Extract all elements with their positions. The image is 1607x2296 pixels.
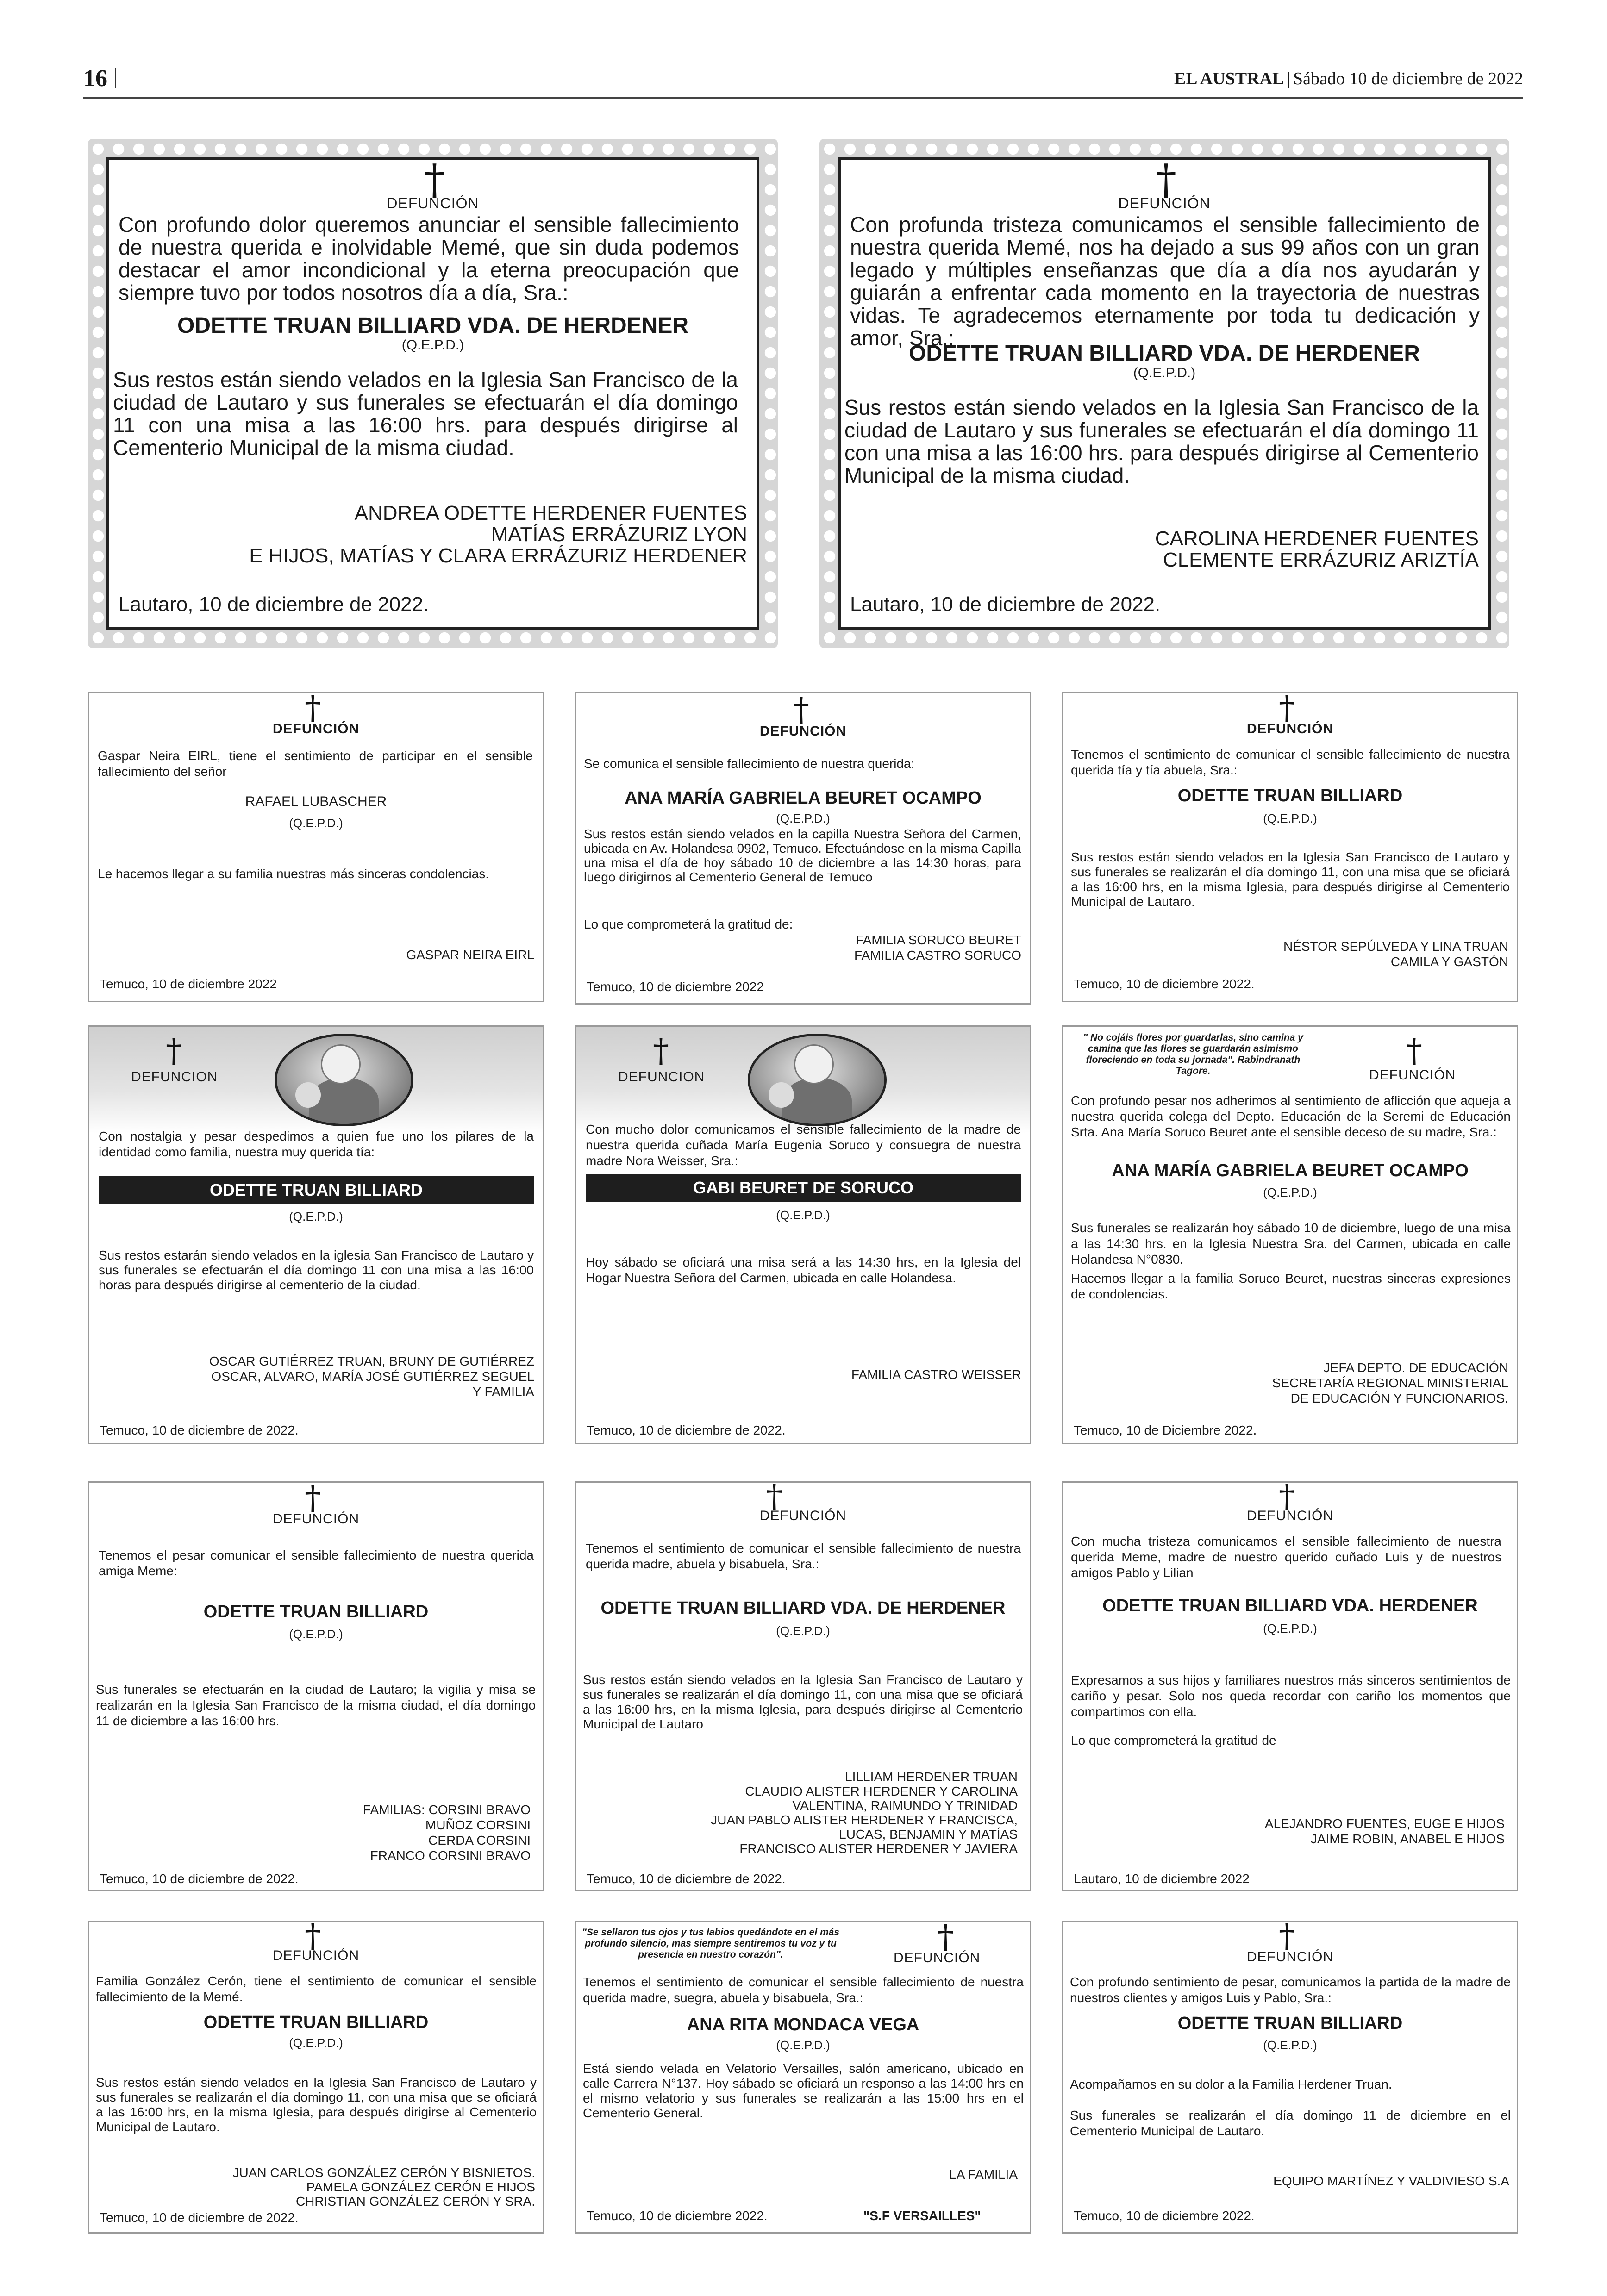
signers: OSCAR GUTIÉRREZ TRUAN, BRUNY DE GUTIÉRREZ OSCAR, ALVARO, MARÍA JOSÉ GUTIÉRREZ SEGUEL Y FAMILIA bbox=[209, 1354, 534, 1399]
epigraph-quote: " No cojáis flores por guardarlas, sino camina y camina que las flores se guardarán asimismo floreciendo en toda su jornada". Rabindranath Tagore. bbox=[1083, 1032, 1303, 1076]
notice-body: Sus restos están siendo velados en la Iglesia San Francisco de Lautaro y sus funerales se realizarán el día domingo 11, con una misa que se oficiará a las 16:00 hrs, en la misma Iglesia, para después dirigirse al Cementerio Municipal de Lautaro. bbox=[96, 2075, 537, 2134]
notice-4 bbox=[575, 692, 1031, 1004]
notice-date: Temuco, 10 de diciembre 2022 bbox=[100, 977, 277, 991]
cross-icon: † bbox=[305, 1481, 321, 1517]
signers: FAMILIA SORUCO BEURET FAMILIA CASTRO SORUCO bbox=[854, 933, 1021, 962]
notice-title: DEFUNCIÓN bbox=[1246, 721, 1334, 736]
issue-date: Sábado 10 de diciembre de 2022 bbox=[1293, 69, 1523, 88]
qepd: (Q.E.P.D.) bbox=[776, 1208, 830, 1222]
notice-title: DEFUNCIÓN bbox=[272, 1511, 360, 1527]
qepd: (Q.E.P.D.) bbox=[1263, 1185, 1317, 1199]
notice-title: DEFUNCIÓN bbox=[894, 1950, 981, 1965]
cross-icon: † bbox=[1279, 1921, 1295, 1955]
masthead: EL AUSTRAL | Sábado 10 de diciembre de 2022 bbox=[1174, 69, 1523, 88]
qepd: (Q.E.P.D.) bbox=[289, 1627, 343, 1641]
cross-icon: † bbox=[766, 1481, 782, 1515]
notice-title: DEFUNCIÓN bbox=[387, 195, 479, 212]
deceased-name: ODETTE TRUAN BILLIARD VDA. HERDENER bbox=[1102, 1596, 1478, 1616]
notice-body: Con profundo pesar nos adherimos al sentimiento de aflicción que aqueja a nuestra querida colega del Depto. Educación de la Seremi de Educación Srta. Ana María Soruco Beuret ante el sensible deceso de su madre, Sra.: bbox=[1071, 1093, 1511, 1139]
notice-title: DEFUNCIÓN bbox=[1118, 195, 1211, 212]
signers: JEFA DEPTO. DE EDUCACIÓN SECRETARÍA REGIONAL MINISTERIAL DE EDUCACIÓN Y FUNCIONARIOS. bbox=[1272, 1360, 1508, 1405]
qepd: (Q.E.P.D.) bbox=[401, 337, 464, 353]
notice-body: Sus restos están siendo velados en la Iglesia San Francisco de la ciudad de Lautaro y sus funerales se efectuarán el día domingo 11 con una misa a las 16:00 hrs. para después dirigirse al Cementerio Municipal de la misma ciudad. bbox=[113, 368, 738, 460]
notice-body: Con mucho dolor comunicamos el sensible fallecimiento de la madre de nuestra querida cuñada María Eugenia Soruco y consuegra de nuestra madre Nora Weisser, Sra.: bbox=[586, 1122, 1021, 1168]
notice-body: Con profundo dolor queremos anunciar el sensible fallecimiento de nuestra querida e inolvidable Memé, que sin duda podemos destacar el amor incondicional y la eterna preocupación que siempre tuvo por todos nosotros día a día, Sra.: bbox=[119, 212, 739, 305]
epigraph-quote: "Se sellaron tus ojos y tus labios quedándote en el más profundo silencio, mas siempre sentiremos tu voz y tu presencia en nuestro corazón". bbox=[582, 1927, 840, 1960]
notice-large-1 bbox=[88, 139, 778, 648]
qepd: (Q.E.P.D.) bbox=[776, 1624, 830, 1638]
cross-icon: † bbox=[424, 156, 445, 204]
deceased-name: ANA MARÍA GABRIELA BEURET OCAMPO bbox=[1112, 1161, 1469, 1180]
page-header bbox=[83, 65, 1523, 99]
qepd: (Q.E.P.D.) bbox=[1263, 2038, 1317, 2052]
notice-9 bbox=[88, 1481, 544, 1891]
notice-body: Con profunda tristeza comunicamos el sensible fallecimiento de nuestra querida Memé, nos ha dejado a sus 99 años con un gran legado y múltiples enseñanzas que día a día nos ayudarán y guiarán a enfrentar cada momento en la trayectoria de nuestras vidas. Te agradecemos eternamente por toda tu dedicación y amor, Sra.: bbox=[850, 212, 1480, 350]
cross-icon: † bbox=[1406, 1031, 1422, 1069]
qepd: (Q.E.P.D.) bbox=[289, 1210, 343, 1223]
qepd: (Q.E.P.D.) bbox=[289, 2036, 343, 2050]
funeral-home-name: "S.F VERSAILLES" bbox=[863, 2209, 981, 2223]
notice-14 bbox=[1062, 1921, 1518, 2234]
deceased-name: RAFAEL LUBASCHER bbox=[245, 794, 387, 809]
signers: LILLIAM HERDENER TRUAN CLAUDIO ALISTER HERDENER Y CAROLINA VALENTINA, RAIMUNDO Y TRINIDAD JUAN PABLO ALISTER HERDENER Y FRANCISCA, LUCAS, BENJAMIN Y MATÍAS FRANCISCO ALISTER HERDENER Y JAVIERA bbox=[711, 1770, 1018, 1856]
page-number: 16 bbox=[83, 65, 107, 92]
notice-body: Tenemos el sentimiento de comunicar el sensible fallecimiento de nuestra querida tía y tía abuela, Sra.: bbox=[1071, 747, 1510, 777]
notice-body: Sus restos estarán siendo velados en la iglesia San Francisco de Lautaro y sus funerales se efectuarán el día domingo 11 con una misa a las 16:00 horas para después dirigirse al cementerio de la ciudad. bbox=[99, 1248, 534, 1292]
signers: JUAN CARLOS GONZÁLEZ CERÓN Y BISNIETOS. PAMELA GONZÁLEZ CERÓN E HIJOS CHRISTIAN GONZÁLEZ CERÓN Y SRA. bbox=[232, 2165, 535, 2209]
deceased-name: ODETTE TRUAN BILLIARD bbox=[1177, 786, 1403, 805]
notice-body: Lo que comprometerá la gratitud de bbox=[1071, 1733, 1276, 1747]
notice-title: DEFUNCIÓN bbox=[759, 1508, 847, 1523]
notice-body: Sus funerales se realizarán el día domingo 11 de diciembre en el Cementerio Municipal de Lautaro. bbox=[1070, 2108, 1511, 2138]
virgin-and-child-image bbox=[748, 1034, 887, 1126]
notice-date: Temuco, 10 de diciembre de 2022. bbox=[100, 1872, 299, 1886]
deceased-name: ODETTE TRUAN BILLIARD VDA. DE HERDENER bbox=[600, 1598, 1006, 1618]
notice-body: Sus restos están siendo velados en la capilla Nuestra Señora del Carmen, ubicada en Av. Holandesa 0902, Temuco. Efectuándose en la misma Capilla una misa el día de hoy sábado 10 de diciembre a las 14:30 horas, para luego dirigirnos al Cementerio General de Temuco bbox=[584, 827, 1021, 884]
cross-icon: † bbox=[793, 692, 809, 729]
notice-date: Temuco, 10 de diciembre 2022. bbox=[1074, 977, 1255, 991]
notice-body: Le hacemos llegar a su familia nuestras más sinceras condolencias. bbox=[98, 867, 489, 881]
notice-title: DEFUNCIÓN bbox=[1246, 1508, 1334, 1523]
notice-body: Expresamos a sus hijos y familiares nuestros más sinceros sentimientos de cariño y pesar. Solo nos queda recordar con cariño los momentos que compartimos con ella. bbox=[1071, 1673, 1511, 1719]
notice-body: Lo que comprometerá la gratitud de: bbox=[584, 917, 793, 931]
notice-11 bbox=[1062, 1481, 1518, 1891]
publication-name: EL AUSTRAL bbox=[1174, 69, 1284, 88]
notice-12 bbox=[88, 1921, 544, 2234]
qepd: (Q.E.P.D.) bbox=[1263, 1622, 1317, 1635]
notice-body: Familia González Cerón, tiene el sentimiento de comunicar el sensible fallecimiento de la Memé. bbox=[96, 1974, 537, 2004]
notice-body: Con profundo sentimiento de pesar, comunicamos la partida de la madre de nuestros clientes y amigos Luis y Pablo, Sra.: bbox=[1070, 1975, 1511, 2005]
notice-body: Con nostalgia y pesar despedimos a quien fue uno los pilares de la identidad como familia, nuestra muy querida tía: bbox=[99, 1129, 534, 1159]
cross-icon: † bbox=[653, 1031, 669, 1069]
deceased-name: GABI BEURET DE SORUCO bbox=[586, 1174, 1021, 1202]
deceased-name: ODETTE TRUAN BILLIARD bbox=[203, 2013, 429, 2032]
notice-title: DEFUNCIÓN bbox=[1246, 1949, 1334, 1965]
deceased-name: ODETTE TRUAN BILLIARD bbox=[203, 1602, 429, 1622]
cross-icon: † bbox=[166, 1031, 182, 1069]
notice-title: DEFUNCIÓN bbox=[272, 721, 360, 736]
notice-title: DEFUNCIÓN bbox=[759, 724, 847, 739]
cross-icon: † bbox=[1156, 156, 1176, 204]
notice-title: DEFUNCIÓN bbox=[272, 1948, 360, 1963]
cross-icon: † bbox=[1279, 1481, 1295, 1515]
notice-date: Lautaro, 10 de diciembre de 2022. bbox=[850, 593, 1161, 616]
notice-date: Lautaro, 10 de diciembre 2022 bbox=[1074, 1872, 1250, 1886]
qepd: (Q.E.P.D.) bbox=[1263, 811, 1317, 825]
cross-icon: † bbox=[305, 692, 321, 727]
notice-title: DEFUNCION bbox=[131, 1069, 218, 1085]
notice-13 bbox=[575, 1921, 1031, 2234]
notice-date: Temuco, 10 de diciembre de 2022. bbox=[587, 1423, 786, 1437]
notice-title: DEFUNCIÓN bbox=[1369, 1067, 1456, 1083]
qepd: (Q.E.P.D.) bbox=[776, 811, 830, 825]
notice-body: Hacemos llegar a la familia Soruco Beuret, nuestras sinceras expresiones de condolencias. bbox=[1071, 1271, 1511, 1301]
divider bbox=[115, 68, 116, 88]
signers: CAROLINA HERDENER FUENTES CLEMENTE ERRÁZURIZ ARIZTÍA bbox=[1155, 527, 1479, 571]
notice-title: DEFUNCION bbox=[618, 1069, 705, 1085]
notice-body: Está siendo velada en Velatorio Versailles, salón americano, ubicado en calle Carrera N°137. Hoy sábado se oficiará un responso a las 14:00 hrs en el mismo velatorio y sus funerales se realizarán a las 15:00 hrs en el Cementerio General. bbox=[583, 2061, 1024, 2120]
notice-body: Sus restos están siendo velados en la Iglesia San Francisco de Lautaro y sus funerales se realizarán el día domingo 11, con una misa que se oficiará a las 16:00 hrs, en la misma Iglesia, para después dirigirse al Cementerio Municipal de Lautaro bbox=[583, 1672, 1023, 1731]
notice-body: Tenemos el sentimiento de comunicar el sensible fallecimiento de nuestra querida madre, suegra, abuela y bisabuela, Sra.: bbox=[583, 1975, 1024, 2005]
signers: ALEJANDRO FUENTES, EUGE E HIJOS JAIME ROBIN, ANABEL E HIJOS bbox=[1264, 1816, 1505, 1846]
notice-date: Lautaro, 10 de diciembre de 2022. bbox=[119, 593, 429, 616]
qepd: (Q.E.P.D.) bbox=[1133, 365, 1196, 381]
notice-body: Hoy sábado se oficiará una misa será a las 14:30 hrs, en la Iglesia del Hogar Nuestra Señora del Carmen, ubicada en calle Holandesa. bbox=[586, 1255, 1021, 1285]
notice-body: Sus funerales se efectuarán en la ciudad de Lautaro; la vigilia y misa se realizarán en la Iglesia San Francisco de la misma ciudad, el día domingo 11 de diciembre a las 16:00 hrs. bbox=[96, 1682, 536, 1728]
deceased-name: ANA MARÍA GABRIELA BEURET OCAMPO bbox=[625, 788, 982, 808]
notice-body: Se comunica el sensible fallecimiento de nuestra querida: bbox=[584, 756, 915, 771]
notice-body: Tenemos el sentimiento de comunicar el sensible fallecimiento de nuestra querida madre, abuela y bisabuela, Sra.: bbox=[586, 1541, 1021, 1571]
signers: GASPAR NEIRA EIRL bbox=[406, 948, 534, 962]
virgin-and-child-image bbox=[275, 1034, 413, 1126]
notice-date: Temuco, 10 de diciembre de 2022. bbox=[100, 1423, 299, 1437]
notice-body: Sus restos están siendo velados en la Iglesia San Francisco de la ciudad de Lautaro y sus funerales se efectuarán el día domingo 11 con una misa a las 16:00 hrs. para después dirigirse al Cementerio Municipal de la misma ciudad. bbox=[844, 395, 1479, 487]
notice-body: Tenemos el pesar comunicar el sensible fallecimiento de nuestra querida amiga Meme: bbox=[99, 1548, 534, 1578]
deceased-name: ODETTE TRUAN BILLIARD VDA. DE HERDENER bbox=[177, 313, 689, 338]
cross-icon: † bbox=[1279, 692, 1295, 727]
notice-5 bbox=[1062, 692, 1518, 1002]
deceased-name: ANA RITA MONDACA VEGA bbox=[687, 2015, 919, 2034]
notice-body: Sus restos están siendo velados en la Iglesia San Francisco de Lautaro y sus funerales se realizarán el día domingo 11, con una misa que se oficiará a las 16:00 hrs, en la misma Iglesia, para después dirigirse al Cementerio Municipal de Lautaro. bbox=[1071, 850, 1510, 909]
deceased-name: ODETTE TRUAN BILLIARD bbox=[1177, 2014, 1403, 2033]
notice-date: Temuco, 10 de diciembre 2022 bbox=[587, 980, 764, 994]
signers: EQUIPO MARTÍNEZ Y VALDIVIESO S.A bbox=[1273, 2174, 1509, 2188]
notice-date: Temuco, 10 de diciembre 2022. bbox=[587, 2209, 768, 2223]
deceased-name: ODETTE TRUAN BILLIARD bbox=[99, 1176, 534, 1204]
cross-icon: † bbox=[305, 1921, 321, 1955]
signers: ANDREA ODETTE HERDENER FUENTES MATÍAS ERRÁZURIZ LYON E HIJOS, MATÍAS Y CLARA ERRÁZURIZ HERDENER bbox=[249, 502, 747, 567]
notice-3 bbox=[88, 692, 544, 1002]
notice-date: Temuco, 10 de Diciembre 2022. bbox=[1074, 1423, 1257, 1437]
notice-large-2 bbox=[819, 139, 1509, 648]
notice-8 bbox=[1062, 1025, 1518, 1444]
notice-10 bbox=[575, 1481, 1031, 1891]
notice-date: Temuco, 10 de diciembre de 2022. bbox=[100, 2210, 299, 2225]
notice-body: Sus funerales se realizarán hoy sábado 10 de diciembre, luego de una misa a las 14:30 hrs. en la Iglesia Nuestra Sra. del Carmen, ubicada en calle Holandesa N°0830. bbox=[1071, 1221, 1511, 1267]
signers: LA FAMILIA bbox=[949, 2167, 1018, 2182]
notice-body: Con mucha tristeza comunicamos el sensible fallecimiento de nuestra querida Meme, madre de nuestro querido cuñado Luis y de nuestros amigos Pablo y Lilian bbox=[1071, 1534, 1501, 1580]
notice-body: Acompañamos en su dolor a la Familia Herdener Truan. bbox=[1070, 2077, 1392, 2091]
qepd: (Q.E.P.D.) bbox=[289, 816, 343, 830]
notice-7 bbox=[575, 1025, 1031, 1444]
signers: FAMILIA CASTRO WEISSER bbox=[851, 1367, 1021, 1382]
notice-date: Temuco, 10 de diciembre 2022. bbox=[1074, 2209, 1255, 2223]
signers: NÉSTOR SEPÚLVEDA Y LINA TRUAN CAMILA Y GASTÓN bbox=[1283, 939, 1508, 969]
notice-date: Temuco, 10 de diciembre de 2022. bbox=[587, 1872, 786, 1886]
deceased-name: ODETTE TRUAN BILLIARD VDA. DE HERDENER bbox=[908, 341, 1420, 366]
notice-6 bbox=[88, 1025, 544, 1444]
cross-icon: † bbox=[938, 1921, 954, 1956]
qepd: (Q.E.P.D.) bbox=[776, 2038, 830, 2052]
notice-body: Gaspar Neira EIRL, tiene el sentimiento de participar en el sensible fallecimiento del señor bbox=[98, 749, 533, 779]
signers: FAMILIAS: CORSINI BRAVO MUÑOZ CORSINI CERDA CORSINI FRANCO CORSINI BRAVO bbox=[363, 1803, 531, 1863]
